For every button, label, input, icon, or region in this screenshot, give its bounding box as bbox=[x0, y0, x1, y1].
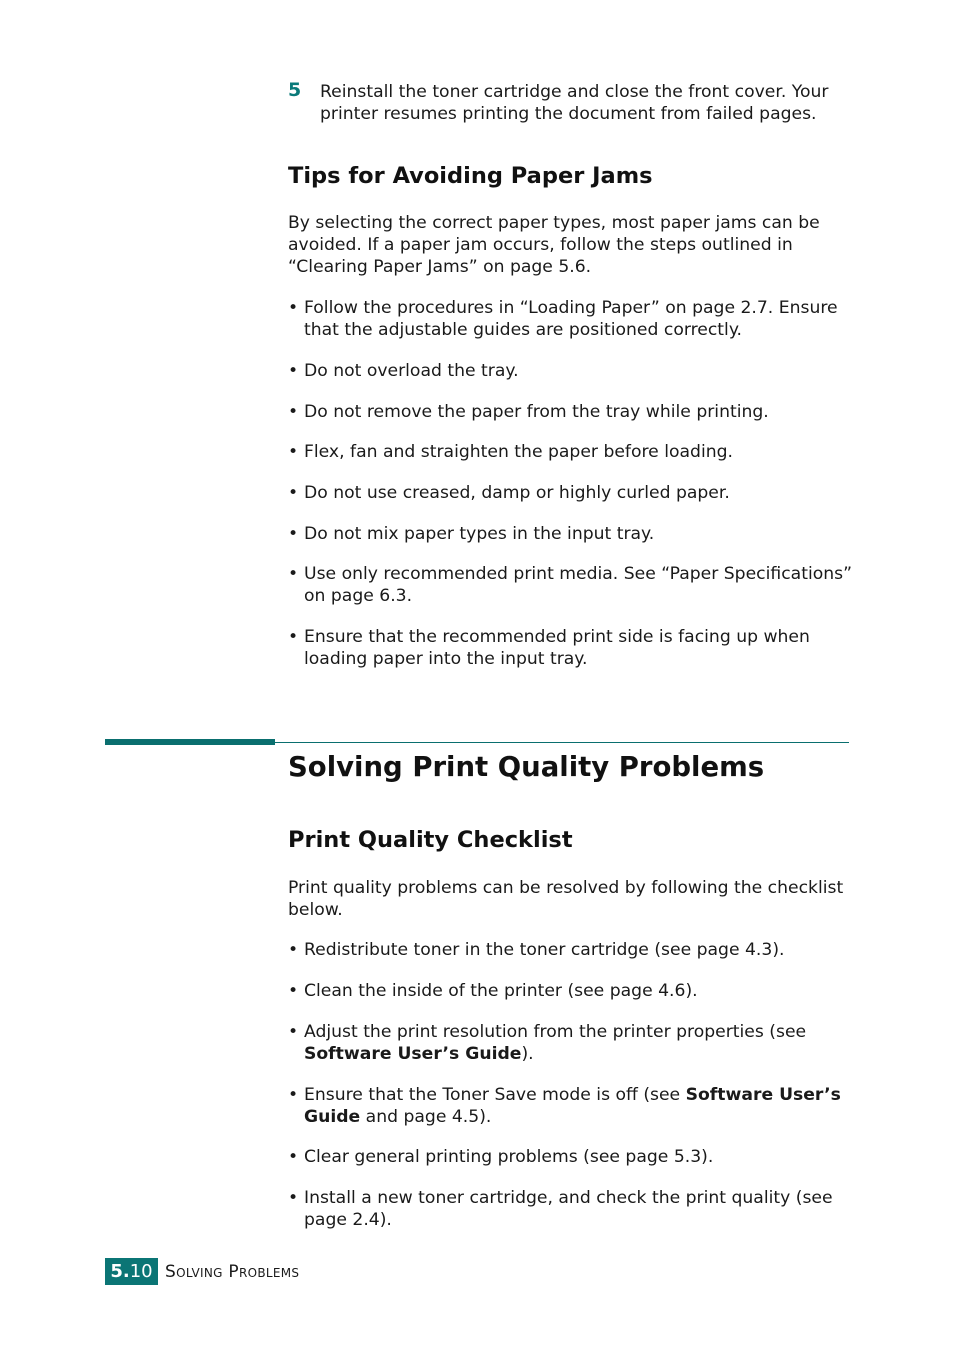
page-number-chapter: 5. bbox=[110, 1261, 130, 1282]
bullet-icon: • bbox=[288, 298, 299, 318]
tips-bullet-text: Use only recommended print media. See “Paper Specifications” on page 6.3. bbox=[304, 564, 852, 606]
checklist-bullet-text: Ensure that the Toner Save mode is off (see Software User’s Guide and page 4.5). bbox=[304, 1085, 841, 1127]
checklist-bullet-text: Adjust the print resolution from the printer properties (see Software User’s Guide). bbox=[304, 1022, 807, 1064]
tips-bullet bbox=[288, 563, 853, 607]
tips-bullet-text: Follow the procedures in “Loading Paper” on page 2.7. Ensure that the adjustable guides are positioned correctly. bbox=[304, 298, 838, 340]
tips-bullet-text: Flex, fan and straighten the paper before loading. bbox=[304, 442, 733, 462]
running-footer-title: Solving Problems bbox=[165, 1262, 300, 1282]
checklist-bullet bbox=[288, 980, 853, 1002]
checklist-heading: Print Quality Checklist bbox=[288, 827, 573, 853]
tips-bullet bbox=[288, 523, 853, 545]
checklist-bullet-text: Clean the inside of the printer (see page 4.6). bbox=[304, 981, 698, 1001]
checklist-bullet bbox=[288, 1021, 853, 1065]
checklist-bullet-text: Clear general printing problems (see page 5.3). bbox=[304, 1147, 714, 1167]
bullet-icon: • bbox=[288, 524, 299, 544]
bullet-icon: • bbox=[288, 1188, 299, 1208]
tips-bullet bbox=[288, 297, 853, 341]
page-number-page: 10 bbox=[129, 1261, 153, 1282]
page-number-badge bbox=[105, 1258, 158, 1285]
bullet-icon: • bbox=[288, 442, 299, 462]
bullet-icon: • bbox=[288, 940, 299, 960]
tips-bullet bbox=[288, 482, 853, 504]
section-rule bbox=[275, 742, 849, 743]
tips-bullet bbox=[288, 441, 853, 463]
bullet-icon: • bbox=[288, 627, 299, 647]
checklist-intro: Print quality problems can be resolved by following the checklist below. bbox=[288, 878, 844, 920]
step-number: 5 bbox=[288, 79, 302, 101]
checklist-bullet bbox=[288, 1146, 853, 1168]
bullet-icon: • bbox=[288, 483, 299, 503]
tips-bullet bbox=[288, 401, 853, 423]
tips-heading: Tips for Avoiding Paper Jams bbox=[288, 163, 653, 189]
tips-bullet bbox=[288, 360, 853, 382]
checklist-bullet bbox=[288, 939, 853, 961]
tips-bullet-text: Do not overload the tray. bbox=[304, 361, 519, 381]
tips-intro: By selecting the correct paper types, most paper jams can be avoided. If a paper jam occurs, follow the steps outlined in “Clearing Paper Jams” on page 5.6. bbox=[288, 213, 820, 277]
tips-bullet-text: Do not mix paper types in the input tray. bbox=[304, 524, 655, 544]
checklist-bullet-text: Redistribute toner in the toner cartridge (see page 4.3). bbox=[304, 940, 785, 960]
tips-bullet bbox=[288, 626, 853, 670]
section-title: Solving Print Quality Problems bbox=[288, 751, 765, 783]
checklist-bullet-text: Install a new toner cartridge, and check the print quality (see page 2.4). bbox=[304, 1188, 833, 1230]
tips-bullet-text: Ensure that the recommended print side is facing up when loading paper into the input tray. bbox=[304, 627, 810, 669]
bullet-icon: • bbox=[288, 402, 299, 422]
tips-bullet-text: Do not use creased, damp or highly curled paper. bbox=[304, 483, 730, 503]
bullet-icon: • bbox=[288, 361, 299, 381]
bullet-icon: • bbox=[288, 564, 299, 584]
checklist-bullet bbox=[288, 1187, 853, 1231]
checklist-bullet bbox=[288, 1084, 853, 1128]
bullet-icon: • bbox=[288, 981, 299, 1001]
bullet-icon: • bbox=[288, 1022, 299, 1042]
bullet-icon: • bbox=[288, 1085, 299, 1105]
step-text: Reinstall the toner cartridge and close the front cover. Your printer resumes printing the document from failed pages. bbox=[320, 82, 829, 124]
section-rule-accent bbox=[105, 739, 275, 745]
tips-bullet-text: Do not remove the paper from the tray while printing. bbox=[304, 402, 769, 422]
bullet-icon: • bbox=[288, 1147, 299, 1167]
